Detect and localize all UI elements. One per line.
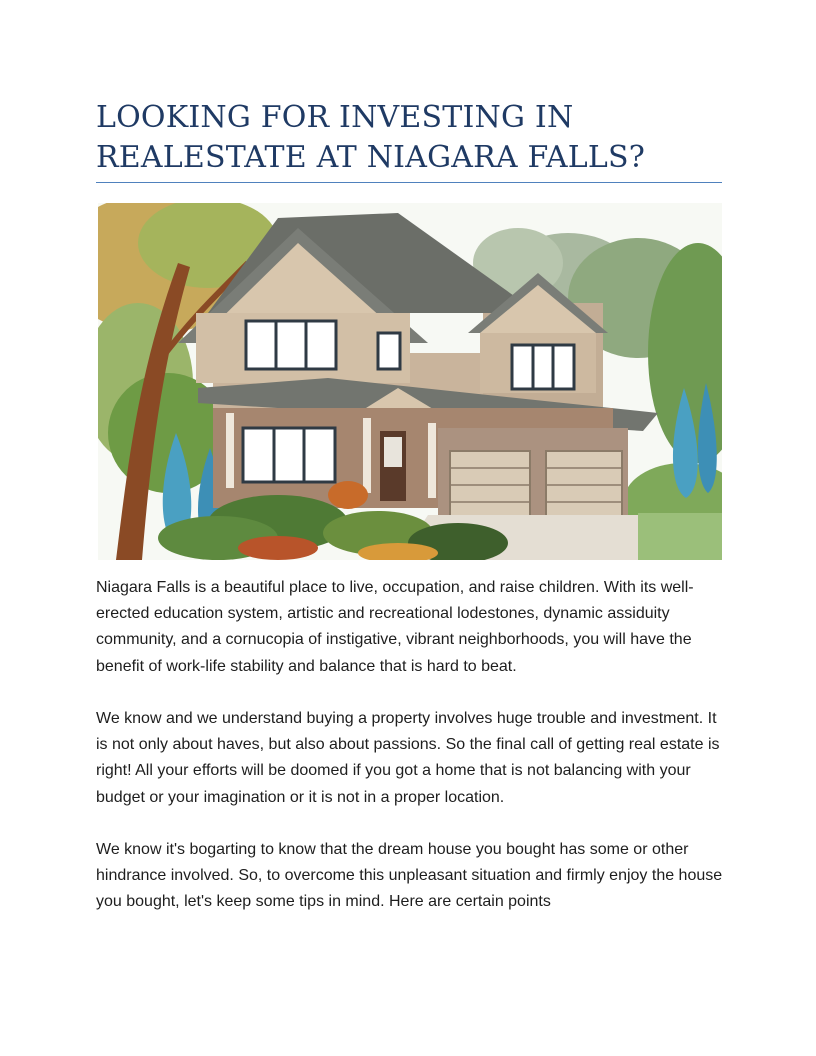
document-title bbox=[96, 98, 716, 178]
house-illustration bbox=[98, 203, 722, 560]
article-body bbox=[96, 575, 724, 942]
paragraph-2: We know and we understand buying a property involves huge trouble and investment. It is not only about haves, but also about passions. So the final call of getting real estate is right! All your efforts will be doomed if you got a home that is not balancing with your budget or your imagination or it is not in a proper location. bbox=[96, 710, 720, 806]
title-line-1: LOOKING FOR INVESTING IN bbox=[96, 100, 574, 135]
paragraph-1: Niagara Falls is a beautiful place to live, occupation, and raise children. With its well-erected education system, artistic and recreational lodestones, dynamic assiduity community, and a cornucopia of instigative, vibrant neighborhoods, you will have the benefit of work-life stability and balance that is hard to beat. bbox=[96, 579, 694, 675]
title-line-2: REALESTATE AT NIAGARA FALLS? bbox=[96, 140, 646, 175]
title-underline bbox=[96, 182, 722, 183]
paragraph-3: We know it's bogarting to know that the dream house you bought has some or other hindrance involved. So, to overcome this unpleasant situation and firmly enjoy the house you bought, let's keep some tips in mind. Here are certain points bbox=[96, 841, 723, 911]
